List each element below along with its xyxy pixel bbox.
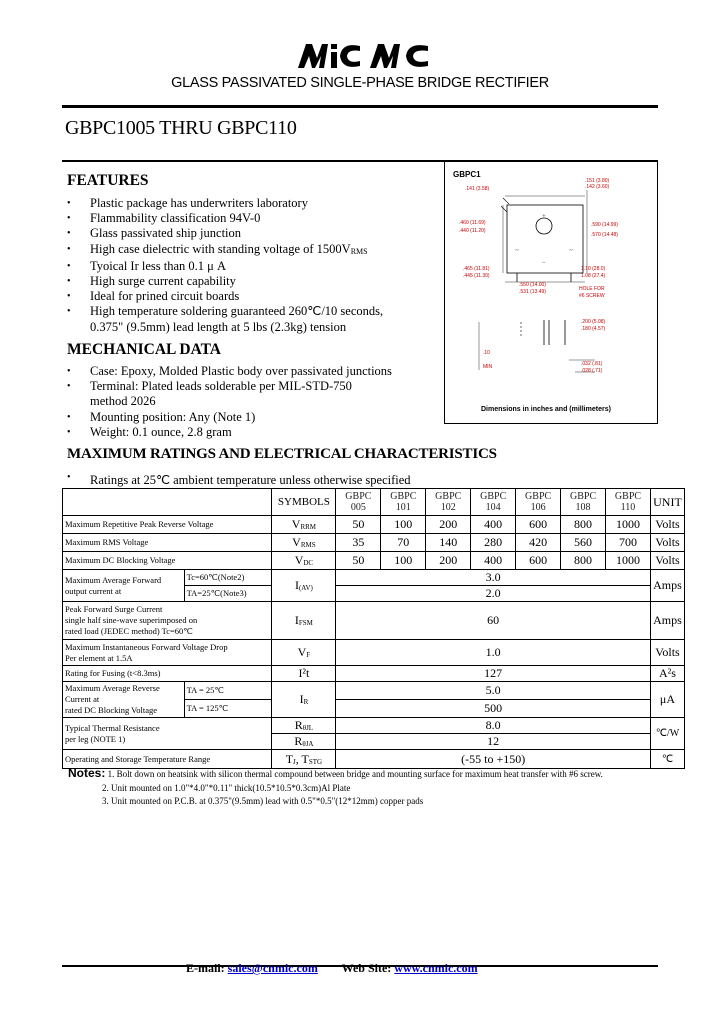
svg-text:1.10 (28.0): 1.10 (28.0)	[581, 266, 606, 272]
svg-text:.200 (5.08): .200 (5.08)	[581, 319, 606, 325]
table-row: Maximum Average Reverse Current at rated DC Blocking Voltage TA = 25℃ IR 5.0 μA	[63, 682, 685, 700]
mechanical-item: • Terminal: Plated leads solderable per MIL-STD-750	[66, 379, 392, 394]
feature-item-continued: 0.375" (9.5mm) lead length at 5 lbs (2.3kg) tension	[90, 319, 347, 334]
feature-item: • High surge current capability	[66, 274, 383, 289]
table-row: TA = 125℃ 500	[63, 700, 685, 718]
svg-text:.028 (.71): .028 (.71)	[581, 368, 603, 374]
part-header: GBPC 104	[471, 489, 516, 516]
table-row: Maximum DC Blocking Voltage VDC 50 100 200 400 600 800 1000 Volts	[63, 552, 685, 570]
features-list	[66, 196, 383, 335]
table-row: Maximum Average Forward output current at Tc=60℃(Note2) I(AV) 3.0 Amps	[63, 570, 685, 586]
notes	[68, 767, 603, 809]
svg-text:−: −	[542, 260, 546, 266]
part-header: GBPC 005	[336, 489, 381, 516]
part-header: GBPC 106	[516, 489, 561, 516]
table-row: RθJA 12	[63, 734, 685, 750]
svg-text:~: ~	[515, 248, 519, 254]
mechanical-list	[66, 364, 392, 440]
mechanical-item-continued: method 2026	[90, 394, 156, 409]
company-logo	[296, 40, 432, 70]
svg-text:.151 (3.80): .151 (3.80)	[585, 178, 610, 184]
mechanical-heading: MECHANICAL DATA	[67, 341, 222, 358]
symbols-header: SYMBOLS	[272, 489, 336, 516]
footer	[186, 961, 478, 976]
website-label: Web Site:	[341, 961, 392, 975]
svg-text:.460 (11.69): .460 (11.69)	[459, 220, 486, 226]
website-link[interactable]: www.cnmic.com	[394, 961, 478, 975]
feature-item: • High case dielectric with standing voltage of 1500VRMS	[66, 242, 383, 259]
svg-text:HOLE FOR: HOLE FOR	[579, 286, 605, 292]
feature-item: • Plastic package has underwriters laboratory	[66, 196, 383, 211]
feature-item: • Glass passivated ship junction	[66, 226, 383, 241]
svg-text:.141 (3.58): .141 (3.58)	[465, 186, 490, 192]
mechanical-item: • Mounting position: Any (Note 1)	[66, 410, 392, 425]
table-row: Maximum RMS Voltage VRMS 35 70 140 280 420 560 700 Volts	[63, 534, 685, 552]
table-row: Rating for Fusing (t<8.3ms) I²t 127 A²s	[63, 666, 685, 682]
package-label: GBPC1	[453, 170, 481, 179]
feature-item: • Tyoical Ir less than 0.1 μ A	[66, 259, 383, 274]
table-header-row	[63, 489, 685, 516]
part-header: GBPC 108	[561, 489, 606, 516]
feature-item: • Ideal for prined circuit boards	[66, 289, 383, 304]
svg-text:~: ~	[569, 248, 573, 254]
part-header: GBPC 102	[426, 489, 471, 516]
svg-text:.032 (.81): .032 (.81)	[581, 361, 603, 367]
note-line: Notes: 1. Bolt down on heatsink with silicon thermal compound between bridge and mounting surface for maximum heat transfer with #6 screw.	[68, 766, 603, 780]
unit-header: UNIT	[650, 489, 684, 516]
svg-text:.440 (11.20): .440 (11.20)	[459, 228, 486, 234]
diagram-caption: Dimensions in inches and (millimeters)	[481, 406, 611, 413]
table-row: Operating and Storage Temperature Range TJ, TSTG (-55 to +150) ℃	[63, 750, 685, 769]
part-header: GBPC 110	[606, 489, 651, 516]
features-heading: FEATURES	[67, 172, 149, 189]
ratings-table	[62, 488, 685, 769]
ratings-note-list	[66, 472, 411, 488]
table-row: Typical Thermal Resistance per leg (NOTE 1) RθJL 8.0 ℃/W	[63, 718, 685, 734]
table-row: Maximum Instantaneous Forward Voltage Drop Per element at 1.5A VF 1.0 Volts	[63, 640, 685, 666]
mechanical-item: • Weight: 0.1 ounce, 2.8 gram	[66, 425, 392, 440]
svg-text:.445 (11.30): .445 (11.30)	[463, 273, 490, 279]
ratings-heading: MAXIMUM RATINGS AND ELECTRICAL CHARACTERISTICS	[67, 446, 497, 462]
svg-text:.180 (4.57): .180 (4.57)	[581, 326, 606, 332]
mounting-hole	[536, 218, 552, 234]
table-row: TA=25℃(Note3) 2.0	[63, 586, 685, 602]
table-row: Peak Forward Surge Current single half sine-wave superimposed on rated load (JEDEC method) Tc=60℃ IFSM 60 Amps	[63, 602, 685, 640]
svg-text:+: +	[542, 214, 546, 220]
svg-text:#6 SCREW: #6 SCREW	[579, 293, 605, 299]
svg-text:MIN: MIN	[483, 364, 493, 370]
package-drawing	[445, 160, 657, 422]
note-line: 3. Unit mounted on P.C.B. at 0.375"(9.5mm) lead with 0.5"*0.5"(12*12mm) copper pads	[102, 796, 424, 806]
package-outline-diagram	[444, 160, 658, 424]
mechanical-item: • Case: Epoxy, Molded Plastic body over passivated junctions	[66, 364, 392, 379]
feature-item: • Flammability classification 94V-0	[66, 211, 383, 226]
email-link[interactable]: sales@cnmic.com	[227, 961, 318, 975]
svg-text:.531 (13.49): .531 (13.49)	[519, 289, 546, 295]
document-title: GBPC1005 THRU GBPC110	[65, 117, 297, 139]
svg-text:.570 (14.48): .570 (14.48)	[591, 232, 618, 238]
top-rule	[62, 105, 658, 108]
feature-item: • High temperature soldering guaranteed 260℃/10 seconds,	[66, 304, 383, 319]
table-row: Maximum Repetitive Peak Reverse Voltage VRRM 50 100 200 400 600 800 1000 Volts	[63, 516, 685, 534]
svg-text:1.08 (27.4): 1.08 (27.4)	[581, 273, 606, 279]
svg-text:.465 (11.81): .465 (11.81)	[463, 266, 490, 272]
table-header-blank	[63, 489, 272, 516]
svg-text:.550 (14.00): .550 (14.00)	[519, 282, 546, 288]
note-line: 2. Unit mounted on 1.0"*4.0"*0.11" thick(10.5*10.5*0.3cm)Al Plate	[102, 782, 351, 793]
part-header: GBPC 101	[381, 489, 426, 516]
svg-text:.142 (3.60): .142 (3.60)	[585, 184, 610, 190]
ratings-note: • Ratings at 25℃ ambient temperature unless otherwise specified	[66, 472, 411, 488]
email-label: E-mail:	[186, 961, 225, 975]
svg-text:.10: .10	[483, 350, 490, 356]
document-subtitle: GLASS PASSIVATED SINGLE-PHASE BRIDGE RECTIFIER	[171, 75, 549, 91]
svg-text:.590 (14.99): .590 (14.99)	[591, 222, 618, 228]
